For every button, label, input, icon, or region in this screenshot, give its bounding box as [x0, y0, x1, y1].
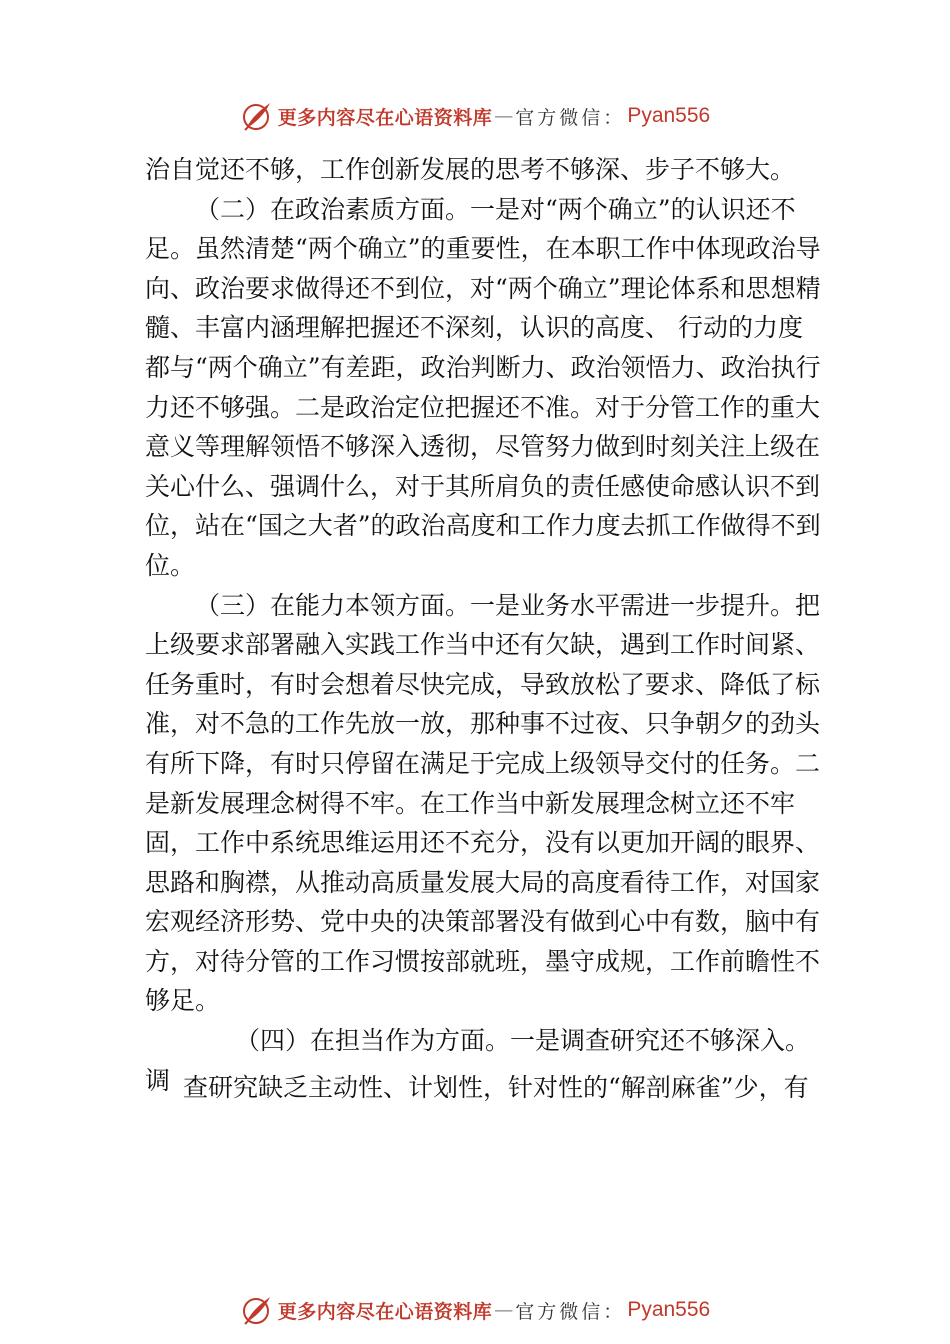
quill-seal-logo-icon: [240, 1293, 274, 1327]
wechat-label: 官方微信：: [515, 1300, 626, 1323]
paragraph-responsibility: （四）在担当作为方面。一是调查研究还不够深入。调: [145, 1026, 811, 1095]
paragraph-continuation: 治自觉还不够，工作创新发展的思考不够深、步子不够大。: [145, 155, 796, 184]
wechat-id: Pyan556: [627, 104, 711, 127]
banner-dash: —: [494, 1299, 514, 1321]
paragraph-responsibility-continued: 查研究缺乏主动性、计划性，针对性的“解剖麻雀”少，有: [183, 1073, 809, 1102]
document-body: [145, 150, 825, 1100]
banner-dash: —: [494, 105, 514, 127]
library-name: 更多内容尽在心语资料库: [277, 1300, 493, 1323]
footer-watermark-banner: [0, 1290, 950, 1330]
paragraph-political-quality: （二）在政治素质方面。一是对“两个确立”的认识还不足。虽然清楚“两个确立”的重要性，在本职工作中体现政治导向、政治要求做得还不到位，对“两个确立”理论体系和思想精髓、丰富内涵理解把握还不深刻，认识的高度、 行动的力度都与“两个确立”有差距，政治判断力、政治领悟力、政治执行力还不够强。二是政治定位把握还不准。对于分管工作的重大意义等理解领悟不够深入透彻，尽管努力做到时刻关注上级在关心什么、强调什么，对于其所肩负的责任感使命感认识不到位，站在“国之大者”的政治高度和工作力度去抓工作做得不到位。: [145, 194, 821, 580]
quill-seal-logo-icon: [240, 99, 274, 133]
header-watermark-banner: [0, 96, 950, 136]
paragraph-ability: （三）在能力本领方面。一是业务水平需进一步提升。把上级要求部署融入实践工作当中还有欠缺，遇到工作时间紧、任务重时，有时会想着尽快完成，导致放松了要求、降低了标准，对不急的工作先放一放，那种事不过夜、只争朝夕的劲头有所下降，有时只停留在满足于完成上级领导交付的任务。二是新发展理念树得不牢。在工作当中新发展理念树立还不牢固，工作中系统思维运用还不充分，没有以更加开阔的眼界、思路和胸襟，从推动高质量发展大局的高度看待工作，对国家宏观经济形势、党中央的决策部署没有做到心中有数，脑中有方，对待分管的工作习惯按部就班，墨守成规，工作前瞻性不够足。: [145, 590, 821, 1016]
library-name: 更多内容尽在心语资料库: [277, 106, 493, 129]
wechat-label: 官方微信：: [515, 106, 626, 129]
wechat-id: Pyan556: [627, 1298, 711, 1321]
